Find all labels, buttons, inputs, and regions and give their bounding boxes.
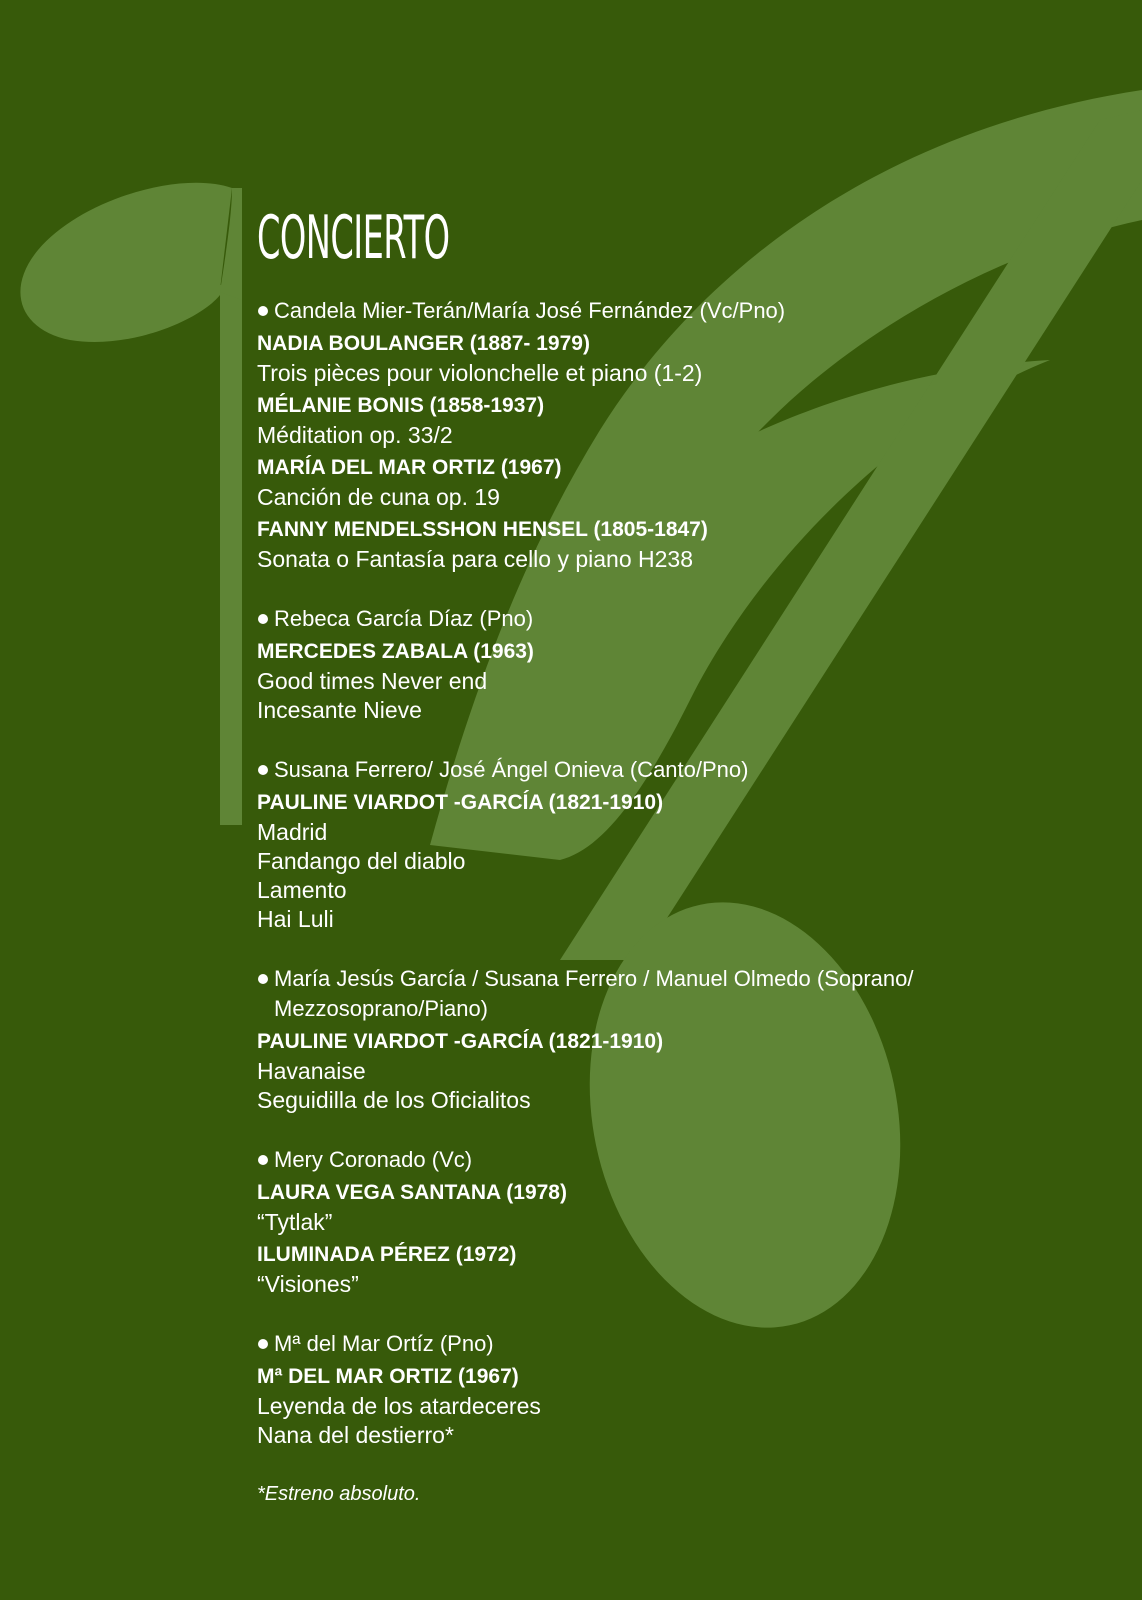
- footnote: *Estreno absoluto.: [257, 1483, 421, 1505]
- performer-name: Susana Ferrero/ José Ángel Onieva (Canto/Pno): [274, 757, 749, 782]
- work-title: Nana del destierro*: [257, 1422, 454, 1448]
- composer-group: [257, 453, 1057, 512]
- performer-name: Candela Mier-Terán/María José Fernández (Vc/Pno): [274, 298, 786, 323]
- program-block: [257, 296, 1057, 574]
- composer-name: PAULINE VIARDOT -GARCÍA (1821-1910): [257, 791, 664, 814]
- work-title: Good times Never end: [257, 668, 488, 694]
- performer-name: Rebeca García Díaz (Pno): [274, 606, 534, 631]
- page-title: CONCIERTO: [257, 203, 450, 273]
- program-block: [257, 1329, 1057, 1450]
- bullet-icon: [258, 306, 268, 316]
- composer-name: MERCEDES ZABALA (1963): [257, 640, 534, 663]
- performer-line: [257, 604, 1057, 634]
- work-title: Hai Luli: [257, 906, 334, 932]
- concert-program: [257, 200, 1057, 1508]
- work-title: Sonata o Fantasía para cello y piano H238: [257, 546, 694, 572]
- program-block: [257, 1145, 1057, 1299]
- program-block: [257, 755, 1057, 934]
- performer-line: [257, 755, 1057, 785]
- program-list: [257, 296, 1057, 1450]
- composer-name: Mª DEL MAR ORTIZ (1967): [257, 1365, 519, 1388]
- bullet-icon: [258, 1155, 268, 1165]
- work-title: Havanaise: [257, 1058, 366, 1084]
- work-title: Lamento: [257, 877, 347, 903]
- composer-name: ILUMINADA PÉREZ (1972): [257, 1243, 517, 1266]
- work-title: Incesante Nieve: [257, 697, 422, 723]
- composer-group: [257, 515, 1057, 574]
- work-title: Trois pièces pour violonchelle et piano (1-2): [257, 360, 703, 386]
- work-title: Canción de cuna op. 19: [257, 484, 500, 510]
- work-title: “Visiones”: [257, 1271, 359, 1297]
- performer-line: [257, 1145, 1057, 1175]
- composer-name: MÉLANIE BONIS (1858-1937): [257, 394, 545, 417]
- note-head-upper-icon: [20, 183, 232, 342]
- composer-name: FANNY MENDELSSHON HENSEL (1805-1847): [257, 518, 708, 541]
- composer-group: [257, 1362, 1057, 1450]
- bullet-icon: [258, 974, 268, 984]
- bullet-icon: [258, 614, 268, 624]
- performer-line: [257, 964, 1057, 1024]
- composer-name: PAULINE VIARDOT -GARCÍA (1821-1910): [257, 1030, 664, 1053]
- composer-group: [257, 329, 1057, 388]
- composer-name: LAURA VEGA SANTANA (1978): [257, 1181, 567, 1204]
- composer-group: [257, 788, 1057, 934]
- composer-name: MARÍA DEL MAR ORTIZ (1967): [257, 456, 562, 479]
- composer-group: [257, 1027, 1057, 1115]
- performer-line: [257, 296, 1057, 326]
- performer-name: Mª del Mar Ortíz (Pno): [274, 1331, 494, 1356]
- bullet-icon: [258, 765, 268, 775]
- bullet-icon: [258, 1339, 268, 1349]
- composer-group: [257, 1178, 1057, 1237]
- program-block: [257, 604, 1057, 725]
- work-title: Leyenda de los atardeceres: [257, 1393, 541, 1419]
- work-title: Fandango del diablo: [257, 848, 466, 874]
- composer-group: [257, 637, 1057, 725]
- composer-group: [257, 391, 1057, 450]
- performer-line: [257, 1329, 1057, 1359]
- composer-name: NADIA BOULANGER (1887- 1979): [257, 332, 590, 355]
- work-title: “Tytlak”: [257, 1209, 333, 1235]
- work-title: Seguidilla de los Oficialitos: [257, 1087, 531, 1113]
- work-title: Madrid: [257, 819, 328, 845]
- composer-group: [257, 1240, 1057, 1299]
- note-stem-left: [220, 285, 242, 825]
- work-title: Méditation op. 33/2: [257, 422, 453, 448]
- performer-name: María Jesús García / Susana Ferrero / Manuel Olmedo (Soprano/ Mezzosoprano/Piano): [274, 966, 914, 1021]
- performer-name: Mery Coronado (Vc): [274, 1147, 473, 1172]
- program-block: [257, 964, 1057, 1115]
